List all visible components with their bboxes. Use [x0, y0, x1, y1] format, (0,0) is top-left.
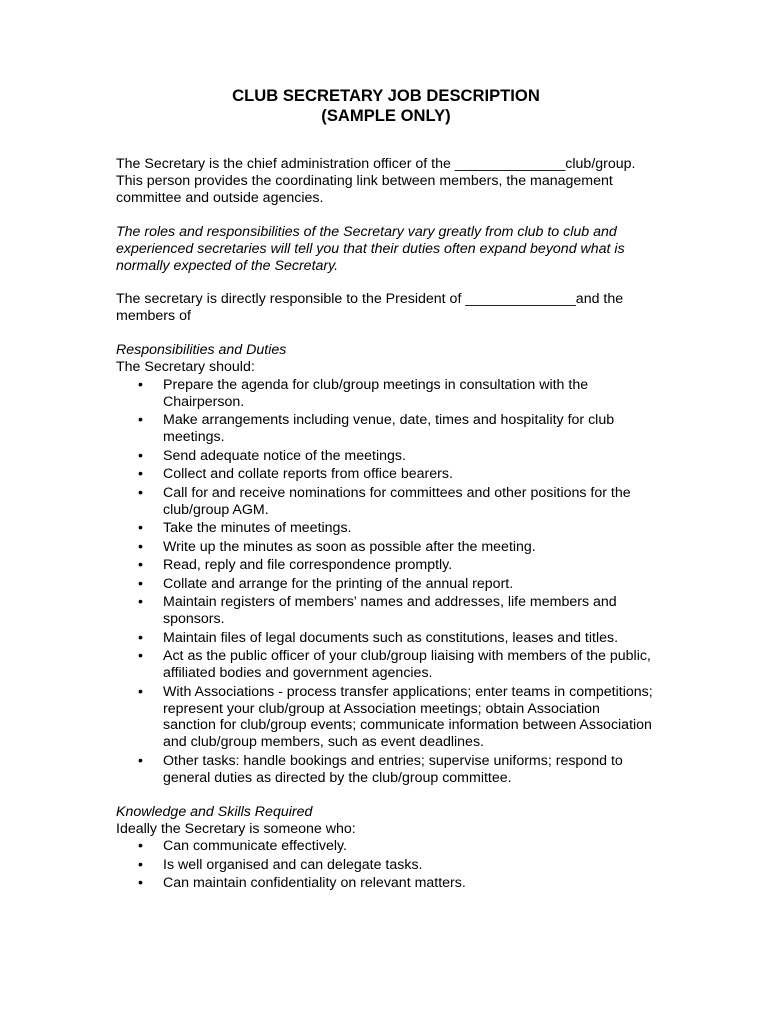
list-item: • Send adequate notice of the meetings.: [138, 447, 406, 464]
bullet-icon: •: [138, 557, 143, 574]
list-item: • With Associations - process transfer applications; enter teams in competitions; represent your club/group at Association meetings; obtain Association sanction for club/group events; communicate information between Association and club/group members, such as event deadlines.: [138, 683, 653, 751]
document-page: [116, 86, 656, 894]
list-item: • Take the minutes of meetings.: [138, 520, 352, 537]
list-item: • Can maintain confidentiality on relevant matters.: [138, 875, 466, 892]
bullet-icon: •: [138, 575, 143, 592]
knowledge-intro: Ideally the Secretary is someone who:: [116, 820, 356, 837]
bullet-icon: •: [138, 412, 143, 429]
list-item: • Write up the minutes as soon as possible after the meeting.: [138, 538, 536, 555]
bullet-icon: •: [138, 377, 143, 394]
responsibilities-list: [116, 377, 656, 787]
intro-paragraph: The Secretary is the chief administration officer of the ______________club/group. This person provides the coordinating link between members, the management committee and outside agencies.: [116, 156, 636, 206]
list-item: • Collect and collate reports from office bearers.: [138, 466, 453, 483]
knowledge-list: [116, 838, 656, 892]
bullet-icon: •: [138, 466, 143, 483]
bullet-icon: •: [138, 447, 143, 464]
reporting-paragraph: The secretary is directly responsible to the President of ______________and the members of: [116, 291, 624, 325]
list-item: • Maintain registers of members’ names and addresses, life members and sponsors.: [138, 594, 617, 628]
list-item: • Prepare the agenda for club/group meetings in consultation with the Chairperson.: [138, 377, 589, 410]
responsibilities-heading: Responsibilities and Duties: [116, 342, 287, 359]
list-item: • Make arrangements including venue, date, times and hospitality for club meetings.: [138, 412, 615, 446]
list-item: • Is well organised and can delegate tasks.: [138, 856, 423, 873]
title-line-2: (SAMPLE ONLY): [321, 106, 451, 125]
bullet-icon: •: [138, 875, 143, 892]
bullet-icon: •: [138, 752, 143, 769]
list-item: • Act as the public officer of your club/group liaising with members of the public, affiliated bodies and government agencies.: [138, 648, 651, 682]
list-item: • Other tasks: handle bookings and entries; supervise uniforms; respond to general duties as directed by the club/group committee.: [138, 752, 623, 786]
bullet-icon: •: [138, 838, 143, 855]
title-line-1: CLUB SECRETARY JOB DESCRIPTION: [232, 86, 540, 105]
bullet-icon: •: [138, 594, 143, 611]
roles-paragraph: The roles and responsibilities of the Secretary vary greatly from club to club and experienced secretaries will tell you that their duties often expand beyond what is normally expected of the Secretary.: [116, 223, 625, 274]
list-item: • Can communicate effectively.: [138, 838, 347, 855]
list-item: • Collate and arrange for the printing of the annual report.: [138, 575, 514, 592]
bullet-icon: •: [138, 538, 143, 555]
document-title: [116, 86, 656, 126]
list-item: • Call for and receive nominations for committees and other positions for the club/group AGM.: [138, 484, 631, 518]
bullet-icon: •: [138, 629, 143, 646]
responsibilities-intro: The Secretary should:: [116, 359, 255, 376]
bullet-icon: •: [138, 648, 143, 665]
list-item: • Read, reply and file correspondence promptly.: [138, 557, 453, 574]
bullet-icon: •: [138, 484, 143, 501]
list-item: • Maintain files of legal documents such as constitutions, leases and titles.: [138, 629, 619, 646]
knowledge-heading: Knowledge and Skills Required: [116, 803, 313, 820]
bullet-icon: •: [138, 683, 143, 700]
bullet-icon: •: [138, 856, 143, 873]
bullet-icon: •: [138, 520, 143, 537]
